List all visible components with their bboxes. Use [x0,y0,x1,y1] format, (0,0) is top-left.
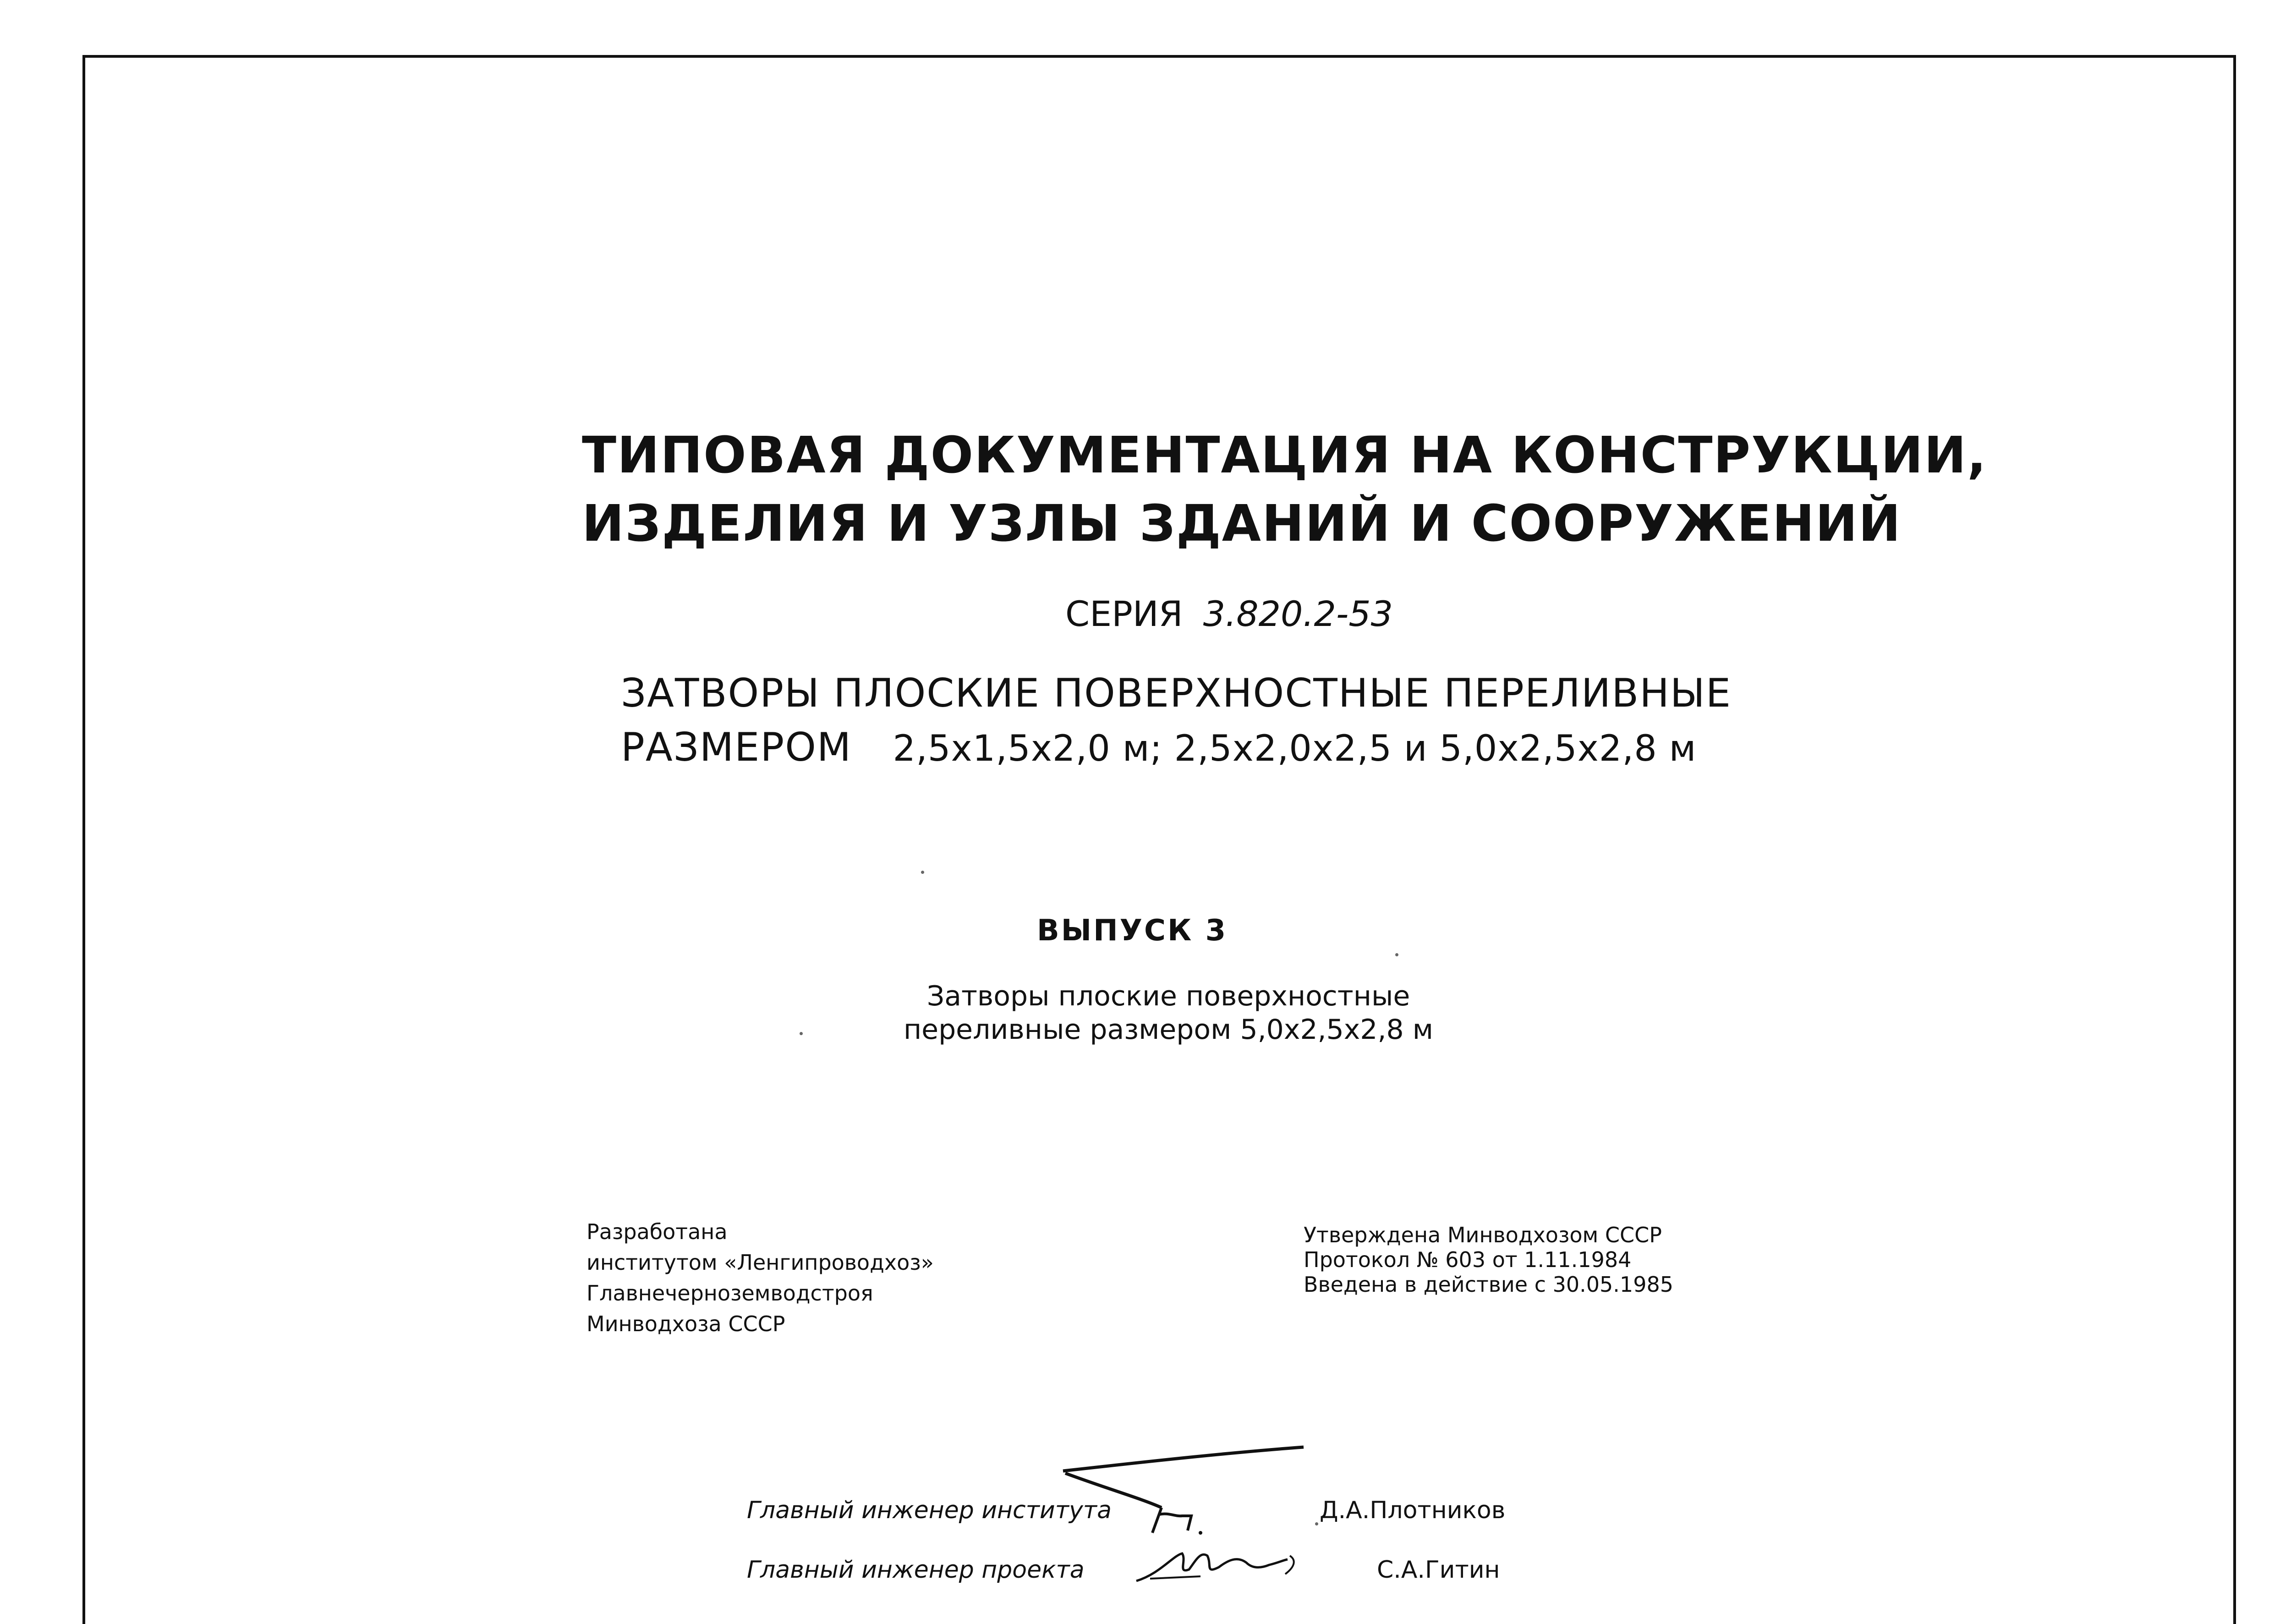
scan-speck [921,871,924,874]
signature-chief-engineer-project [1132,1542,1306,1588]
approval-line: Введена в действие с 30.05.1985 [1304,1272,1673,1297]
subject-dimensions: 2,5x1,5x2,0 м; 2,5x2,0x2,5 и 5,0x2,5x2,8 м [893,728,1697,769]
signature-name: Д.А.Плотников [1320,1497,1506,1524]
document-title-line-2: ИЗДЕЛИЯ И УЗЛЫ ЗДАНИЙ И СООРУЖЕНИЙ [582,494,1902,553]
subject-size-label: РАЗМЕРОМ [621,724,852,770]
developer-line: Разработана [586,1219,728,1244]
issue-description-line-1: Затворы плоские поверхностные [926,980,1410,1012]
approval-line: Протокол № 603 от 1.11.1984 [1304,1247,1632,1272]
approval-line: Утверждена Минводхозом СССР [1304,1223,1662,1247]
signature-chief-engineer-institute [1054,1439,1310,1544]
series-heading [1065,593,1393,634]
page-frame [82,55,2236,1624]
signature-role: Главный инженер проекта [747,1556,1085,1584]
series-label: СЕРИЯ [1065,593,1183,634]
scan-speck [1395,953,1398,956]
subject-line-2 [621,724,1697,770]
subject-line-1: ЗАТВОРЫ ПЛОСКИЕ ПОВЕРХНОСТНЫЕ ПЕРЕЛИВНЫЕ [621,670,1732,716]
signature-role: Главный инженер института [747,1497,1112,1524]
signature-name: С.А.Гитин [1377,1556,1500,1584]
issue-description-line-2: переливные размером 5,0x2,5x2,8 м [903,1014,1434,1046]
issue-number: ВЫПУСК 3 [1037,914,1228,948]
document-title-line-1: ТИПОВАЯ ДОКУМЕНТАЦИЯ НА КОНСТРУКЦИИ, [582,426,1987,484]
developer-line: Главнечерноземводстроя [586,1281,873,1306]
developer-block [586,1217,934,1339]
approval-block [1304,1223,1673,1297]
series-number: 3.820.2-53 [1203,593,1393,634]
scan-speck [1315,1522,1318,1525]
developer-line: Минводхоза СССР [586,1311,785,1336]
developer-line: институтом «Ленгипроводхоз» [586,1250,934,1275]
